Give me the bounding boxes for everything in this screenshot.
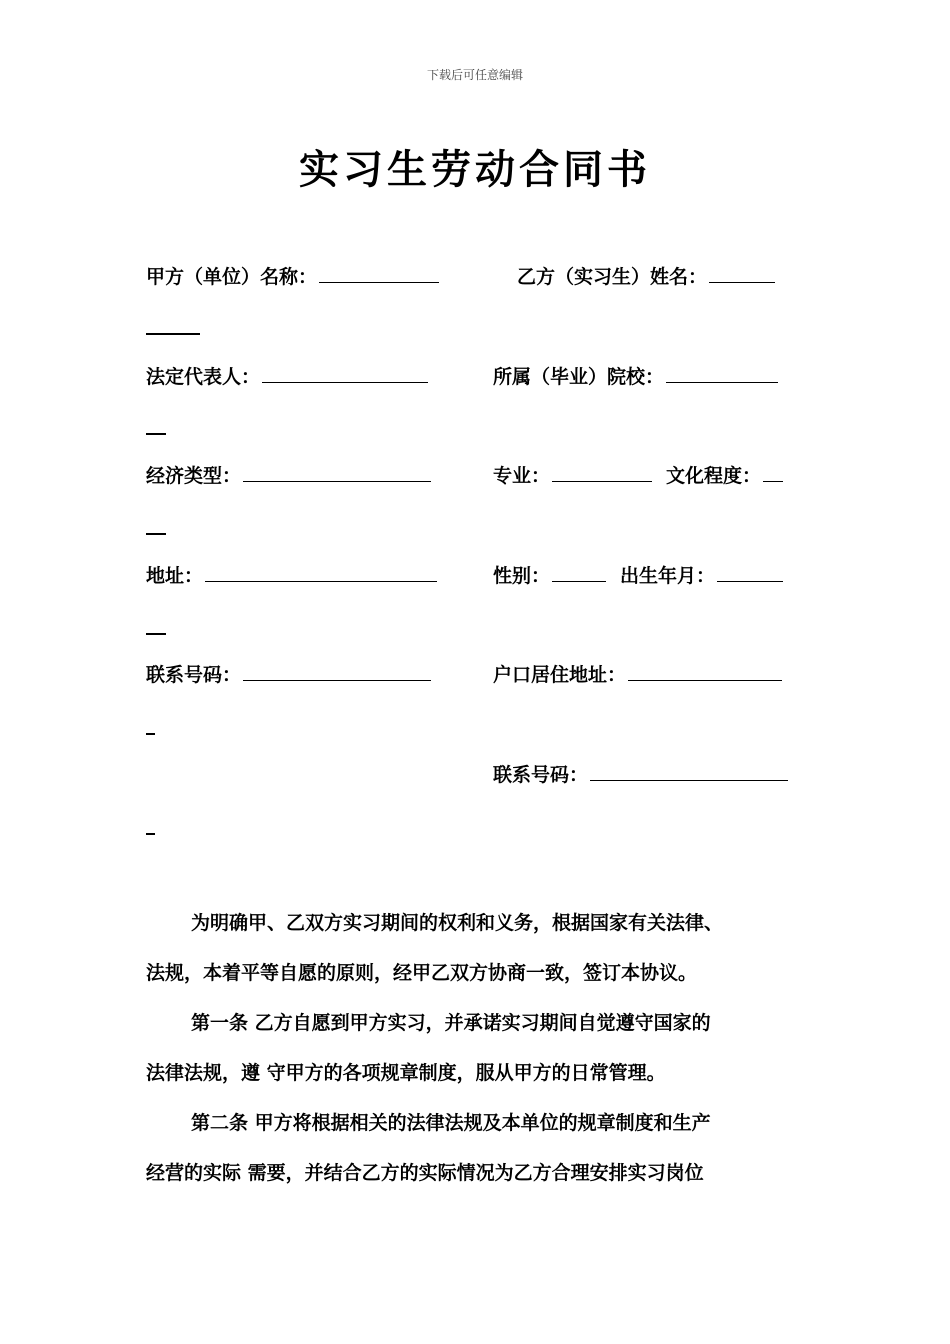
- residence-row: [493, 662, 782, 688]
- education-blank-cont: [146, 533, 166, 535]
- gender-birth-row: [493, 563, 783, 589]
- school-label: 所属（毕业）院校：: [493, 366, 665, 388]
- legal-rep-label: 法定代表人：: [146, 366, 261, 388]
- birth-blank[interactable]: [717, 563, 783, 582]
- gender-label: 性别：: [493, 565, 551, 587]
- phone-b-blank[interactable]: [590, 762, 788, 781]
- party-a-name-row: [146, 264, 439, 290]
- education-label: 文化程度：: [666, 465, 762, 487]
- major-blank[interactable]: [552, 463, 652, 482]
- phone-a-label: 联系号码：: [146, 664, 242, 686]
- article-1-line2: 法律法规，遵 守甲方的各项规章制度，服从甲方的日常管理。: [146, 1062, 666, 1084]
- school-blank-cont: [146, 433, 166, 435]
- gender-blank[interactable]: [552, 563, 606, 582]
- paragraph-intro-line1: 为明确甲、乙双方实习期间的权利和义务，根据国家有关法律、: [191, 912, 724, 934]
- phone-b-row: [493, 762, 788, 788]
- paragraph-intro-line2: 法规，本着平等自愿的原则，经甲乙双方协商一致，签订本协议。: [146, 962, 698, 984]
- party-b-name-blank[interactable]: [709, 264, 775, 283]
- major-education-row: [493, 463, 783, 489]
- party-b-name-row: [517, 264, 775, 290]
- address-row: [146, 563, 437, 589]
- party-a-name-label: 甲方（单位）名称：: [146, 266, 318, 288]
- phone-b-blank-cont: [146, 833, 155, 835]
- party-b-name-label: 乙方（实习生）姓名：: [517, 266, 708, 288]
- legal-rep-blank[interactable]: [262, 364, 428, 383]
- article-1-line1: 第一条 乙方自愿到甲方实习，并承诺实习期间自觉遵守国家的: [191, 1012, 711, 1034]
- residence-blank[interactable]: [628, 662, 782, 681]
- phone-a-row: [146, 662, 431, 688]
- econ-type-label: 经济类型：: [146, 465, 242, 487]
- address-label: 地址：: [146, 565, 204, 587]
- address-blank[interactable]: [205, 563, 437, 582]
- phone-b-label: 联系号码：: [493, 764, 589, 786]
- school-row: [493, 364, 778, 390]
- header-note: 下载后可任意编辑: [426, 68, 523, 82]
- education-blank[interactable]: [763, 463, 783, 482]
- econ-type-blank[interactable]: [243, 463, 431, 482]
- residence-label: 户口居住地址：: [493, 664, 627, 686]
- article-2-line1: 第二条 甲方将根据相关的法律法规及本单位的规章制度和生产: [191, 1112, 711, 1134]
- party-b-name-blank-cont: [146, 333, 200, 335]
- party-a-name-blank[interactable]: [319, 264, 439, 283]
- document-title: 实习生劳动合同书: [299, 146, 651, 193]
- article-2-line2: 经营的实际 需要，并结合乙方的实际情况为乙方合理安排实习岗位: [146, 1162, 704, 1184]
- major-label: 专业：: [493, 465, 551, 487]
- residence-blank-cont: [146, 733, 155, 735]
- school-blank[interactable]: [666, 364, 778, 383]
- birth-label: 出生年月：: [620, 565, 716, 587]
- phone-a-blank[interactable]: [243, 662, 431, 681]
- birth-blank-cont: [146, 633, 166, 635]
- econ-type-row: [146, 463, 431, 489]
- legal-rep-row: [146, 364, 428, 390]
